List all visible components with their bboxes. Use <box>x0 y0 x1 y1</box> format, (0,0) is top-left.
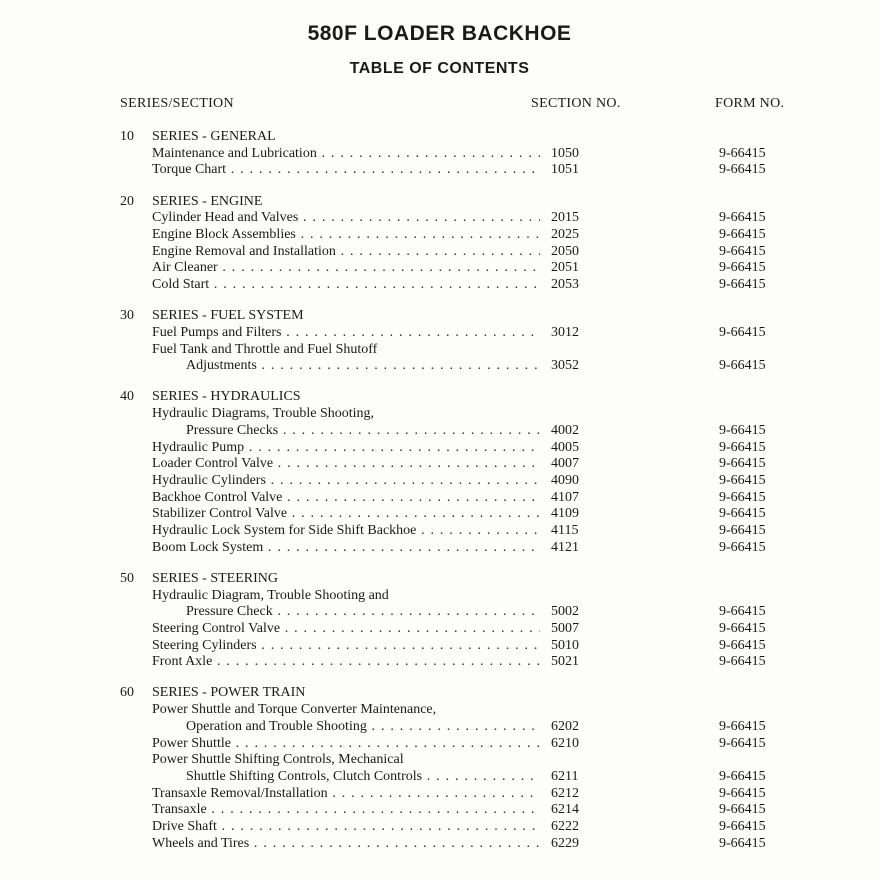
form-number: 9-66415 <box>719 226 766 242</box>
entry-title: Wheels and Tires . . . <box>152 836 540 853</box>
section-number: 4090 <box>551 472 579 488</box>
section-number: 4007 <box>551 456 579 472</box>
section-number: 5010 <box>551 637 579 653</box>
toc-entry <box>0 736 879 753</box>
entry-title: Pressure Check . . . <box>186 604 540 621</box>
form-number: 9-66415 <box>719 456 766 472</box>
section-number: 4121 <box>551 539 579 555</box>
toc-entry <box>0 440 879 457</box>
form-number: 9-66415 <box>719 422 766 438</box>
toc-entry <box>0 456 879 473</box>
section-number: 4005 <box>551 439 579 455</box>
toc-entry <box>0 752 879 769</box>
section-number: 4115 <box>551 522 579 538</box>
form-number: 9-66415 <box>719 162 766 178</box>
entry-title: Front Axle . . . <box>152 654 540 671</box>
section-number: 6211 <box>551 768 579 784</box>
entry-title: Hydraulic Cylinders . . . <box>152 473 540 490</box>
form-number: 9-66415 <box>719 472 766 488</box>
entry-title: Cold Start . . . <box>152 277 540 294</box>
toc-entry <box>0 146 879 163</box>
form-number: 9-66415 <box>719 439 766 455</box>
section-number: 6202 <box>551 718 579 734</box>
form-number: 9-66415 <box>719 802 766 818</box>
series-group <box>0 308 879 375</box>
section-number: 2025 <box>551 226 579 242</box>
section-number: 6229 <box>551 835 579 851</box>
section-number: 2051 <box>551 260 579 276</box>
toc-entry <box>0 342 879 359</box>
entry-title: Engine Block Assemblies . . . <box>152 227 540 244</box>
entry-title: Shuttle Shifting Controls, Clutch Controls . . . <box>186 769 540 786</box>
toc-entry <box>0 836 879 853</box>
form-number: 9-66415 <box>719 358 766 374</box>
form-number: 9-66415 <box>719 637 766 653</box>
column-header-section-no: SECTION NO. <box>531 96 621 111</box>
toc-entry <box>0 490 879 507</box>
toc-entry <box>0 506 879 523</box>
section-number: 2015 <box>551 210 579 226</box>
toc-entry <box>0 244 879 261</box>
entry-title: Engine Removal and Installation . . . <box>152 244 540 261</box>
toc-entry <box>0 588 879 605</box>
column-header-series-section: SERIES/SECTION <box>120 96 234 111</box>
entry-title: Hydraulic Diagrams, Trouble Shooting, <box>152 406 375 422</box>
document-subtitle: TABLE OF CONTENTS <box>349 60 530 77</box>
form-number: 9-66415 <box>719 277 766 292</box>
series-group <box>0 389 879 556</box>
entry-title: Backhoe Control Valve . . . <box>152 490 540 507</box>
series-name: SERIES - HYDRAULICS <box>152 389 301 405</box>
form-number: 9-66415 <box>719 604 766 620</box>
form-number: 9-66415 <box>719 243 766 259</box>
entry-title: Hydraulic Diagram, Trouble Shooting and <box>152 587 389 603</box>
series-number: 40 <box>120 389 134 405</box>
entry-title: Adjustments . . . <box>186 358 540 375</box>
form-number: 9-66415 <box>719 506 766 522</box>
table-of-contents <box>0 129 879 867</box>
series-heading <box>0 389 879 406</box>
toc-entry <box>0 802 879 819</box>
section-number: 3012 <box>551 324 579 340</box>
entry-title: Power Shuttle Shifting Controls, Mechanical <box>152 752 404 768</box>
toc-entry <box>0 423 879 440</box>
section-number: 3052 <box>551 358 579 374</box>
form-number: 9-66415 <box>719 210 766 226</box>
entry-title: Boom Lock System . . . <box>152 540 540 557</box>
form-number: 9-66415 <box>719 324 766 340</box>
section-number: 4109 <box>551 506 579 522</box>
section-number: 6222 <box>551 818 579 834</box>
entry-title: Maintenance and Lubrication . . . <box>152 146 540 163</box>
entry-title: Air Cleaner . . . <box>152 260 540 277</box>
series-name: SERIES - POWER TRAIN <box>152 685 306 701</box>
document-title: 580F LOADER BACKHOE <box>307 22 572 45</box>
column-header-form-no: FORM NO. <box>715 96 785 111</box>
toc-entry <box>0 227 879 244</box>
section-number: 6214 <box>551 802 579 818</box>
entry-title: Stabilizer Control Valve . . . <box>152 506 540 523</box>
series-name: SERIES - GENERAL <box>152 129 276 144</box>
section-number: 2050 <box>551 243 579 259</box>
toc-entry <box>0 702 879 719</box>
series-number: 60 <box>120 685 134 701</box>
form-number: 9-66415 <box>719 785 766 801</box>
series-number: 10 <box>120 129 134 144</box>
series-group <box>0 685 879 852</box>
section-number: 4107 <box>551 489 579 505</box>
entry-title: Operation and Trouble Shooting . . . <box>186 719 540 736</box>
section-number: 4002 <box>551 422 579 438</box>
entry-title: Torque Chart . . . <box>152 162 540 179</box>
entry-title: Transaxle Removal/Installation . . . <box>152 786 540 803</box>
section-number: 6210 <box>551 735 579 751</box>
series-name: SERIES - ENGINE <box>152 193 263 209</box>
series-name: SERIES - STEERING <box>152 570 278 586</box>
entry-title: Power Shuttle . . . <box>152 736 540 753</box>
toc-entry <box>0 210 879 227</box>
toc-entry <box>0 473 879 490</box>
entry-title: Hydraulic Pump . . . <box>152 440 540 457</box>
form-number: 9-66415 <box>719 768 766 784</box>
toc-entry <box>0 406 879 423</box>
toc-entry <box>0 786 879 803</box>
section-number: 1051 <box>551 162 579 178</box>
series-heading <box>0 308 879 325</box>
toc-entry <box>0 260 879 277</box>
section-number: 6212 <box>551 785 579 801</box>
section-number: 1050 <box>551 145 579 161</box>
section-number: 5007 <box>551 620 579 636</box>
form-number: 9-66415 <box>719 835 766 851</box>
series-group <box>0 129 879 179</box>
form-number: 9-66415 <box>719 260 766 276</box>
form-number: 9-66415 <box>719 620 766 636</box>
form-number: 9-66415 <box>719 818 766 834</box>
form-number: 9-66415 <box>719 718 766 734</box>
toc-entry <box>0 604 879 621</box>
form-number: 9-66415 <box>719 735 766 751</box>
series-group <box>0 194 879 294</box>
toc-entry <box>0 358 879 375</box>
series-heading <box>0 571 879 588</box>
toc-entry <box>0 277 879 294</box>
entry-title: Transaxle . . . <box>152 802 540 819</box>
toc-entry <box>0 719 879 736</box>
form-number: 9-66415 <box>719 539 766 555</box>
entry-title: Drive Shaft . . . <box>152 819 540 836</box>
form-number: 9-66415 <box>719 145 766 161</box>
entry-title: Fuel Tank and Throttle and Fuel Shutoff <box>152 341 378 357</box>
toc-entry <box>0 162 879 179</box>
series-number: 30 <box>120 308 134 324</box>
series-heading <box>0 194 879 211</box>
form-number: 9-66415 <box>719 654 766 670</box>
entry-title: Loader Control Valve . . . <box>152 456 540 473</box>
entry-title: Steering Cylinders . . . <box>152 638 540 655</box>
toc-entry <box>0 523 879 540</box>
toc-entry <box>0 654 879 671</box>
entry-title: Cylinder Head and Valves . . . <box>152 210 540 227</box>
series-heading <box>0 685 879 702</box>
entry-title: Steering Control Valve . . . <box>152 621 540 638</box>
entry-title: Power Shuttle and Torque Converter Maintenance, <box>152 702 437 718</box>
series-group <box>0 571 879 671</box>
toc-entry <box>0 621 879 638</box>
toc-entry <box>0 540 879 557</box>
section-number: 2053 <box>551 277 579 292</box>
toc-entry <box>0 819 879 836</box>
series-number: 50 <box>120 570 134 586</box>
series-name: SERIES - FUEL SYSTEM <box>152 308 304 324</box>
entry-title: Hydraulic Lock System for Side Shift Backhoe . . . <box>152 523 540 540</box>
entry-title: Fuel Pumps and Filters . . . <box>152 325 540 342</box>
toc-entry <box>0 325 879 342</box>
toc-entry <box>0 769 879 786</box>
series-heading <box>0 129 879 146</box>
form-number: 9-66415 <box>719 489 766 505</box>
section-number: 5002 <box>551 604 579 620</box>
form-number: 9-66415 <box>719 522 766 538</box>
entry-title: Pressure Checks . . . <box>186 423 540 440</box>
series-number: 20 <box>120 193 134 209</box>
toc-entry <box>0 638 879 655</box>
section-number: 5021 <box>551 654 579 670</box>
